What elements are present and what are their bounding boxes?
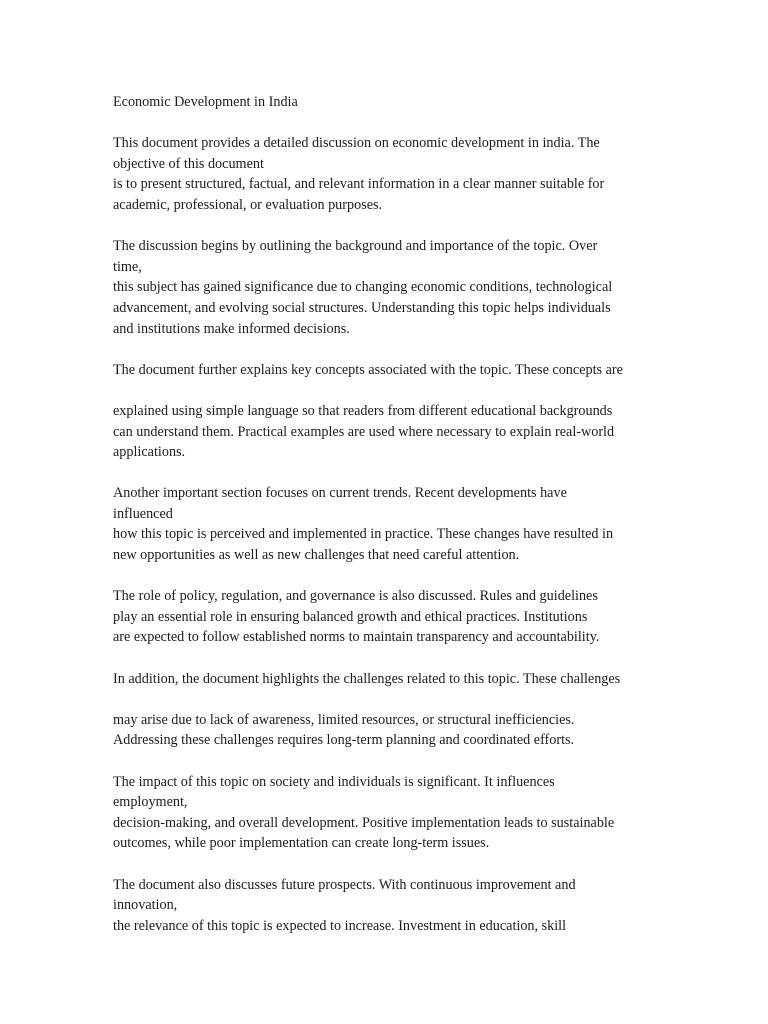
blank-line (113, 751, 673, 772)
text-line: innovation, (113, 897, 178, 914)
text-line: how this topic is perceived and implemented in practice. These changes have resulted in (113, 526, 614, 543)
text-line: Addressing these challenges requires long-term planning and coordinated efforts. (113, 732, 575, 749)
blank-line (113, 463, 673, 484)
text-line: The discussion begins by outlining the background and importance of the topic. Over (113, 238, 598, 255)
blank-line (113, 380, 673, 401)
text-line: explained using simple language so that readers from different educational backgrounds (113, 402, 613, 419)
text-line: new opportunities as well as new challenges that need careful attention. (113, 547, 520, 564)
text-line: The document also discusses future prospects. With continuous improvement and (113, 876, 576, 893)
blank-line (113, 216, 673, 237)
blank-line (113, 648, 673, 669)
blank-line (113, 689, 673, 710)
blank-line (113, 854, 673, 875)
blank-line (113, 339, 673, 360)
text-line: this subject has gained significance due to changing economic conditions, technological (113, 279, 613, 296)
document-body (113, 92, 673, 936)
text-line: can understand them. Practical examples are used where necessary to explain real-world (113, 423, 615, 440)
text-line: The role of policy, regulation, and governance is also discussed. Rules and guidelines (113, 588, 598, 605)
text-line: play an essential role in ensuring balanced growth and ethical practices. Institutions (113, 608, 588, 625)
text-line: employment, (113, 794, 188, 811)
text-line: This document provides a detailed discussion on economic development in india. The (113, 135, 600, 152)
text-line: academic, professional, or evaluation purposes. (113, 196, 383, 213)
text-line: influenced (113, 505, 173, 522)
text-line: may arise due to lack of awareness, limited resources, or structural inefficiencies. (113, 711, 575, 728)
text-line: The document further explains key concepts associated with the topic. These concepts are (113, 361, 623, 378)
blank-line (113, 113, 673, 134)
text-line: Another important section focuses on current trends. Recent developments have (113, 485, 567, 502)
text-line: decision-making, and overall development. Positive implementation leads to sustainable (113, 814, 615, 831)
text-line: is to present structured, factual, and relevant information in a clear manner suitable for (113, 176, 605, 193)
text-line: objective of this document (113, 155, 264, 172)
text-line: the relevance of this topic is expected to increase. Investment in education, skill (113, 917, 567, 934)
text-line: are expected to follow established norms to maintain transparency and accountability. (113, 629, 600, 646)
text-line: time, (113, 258, 142, 275)
text-line: In addition, the document highlights the challenges related to this topic. These challenges (113, 670, 621, 687)
text-line: and institutions make informed decisions. (113, 320, 350, 337)
blank-line (113, 566, 673, 587)
document-title: Economic Development in India (113, 94, 298, 110)
text-line: outcomes, while poor implementation can create long-term issues. (113, 835, 490, 852)
text-line: applications. (113, 444, 186, 461)
text-line: The impact of this topic on society and individuals is significant. It influences (113, 773, 555, 790)
text-line: advancement, and evolving social structures. Understanding this topic helps individuals (113, 299, 611, 316)
